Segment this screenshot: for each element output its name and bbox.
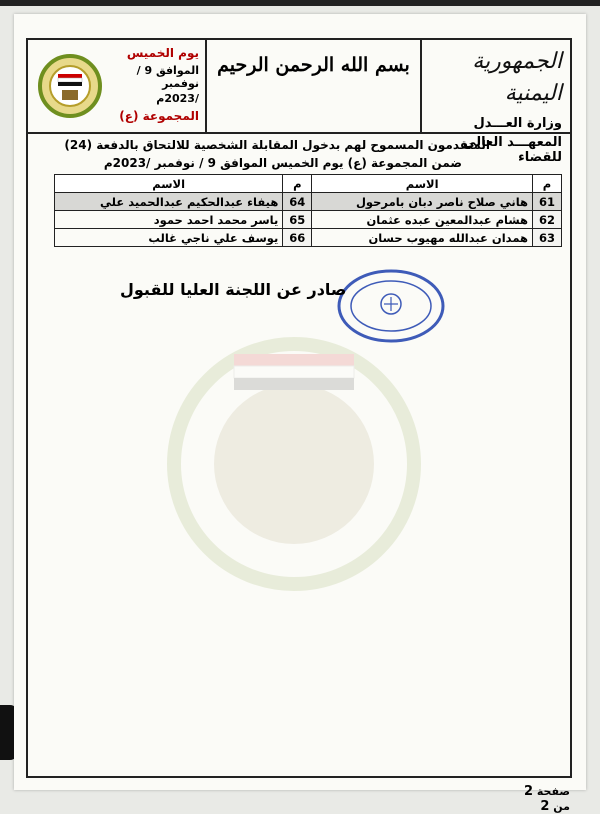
page-footer — [512, 784, 570, 814]
letterhead-right — [420, 40, 570, 165]
page-number: 2 — [523, 784, 533, 799]
col-num-left: م — [283, 175, 312, 193]
applicant-name: هاني صلاح ناصر دبان بامرحول — [312, 193, 533, 211]
row-number: 64 — [283, 193, 312, 211]
document-frame — [26, 38, 572, 814]
col-name-left: الاسم — [55, 175, 283, 193]
letterhead-left — [28, 40, 205, 132]
republic-title: الجمهورية اليمنية — [472, 49, 562, 106]
letterhead-middle — [205, 40, 420, 132]
group-label: المجموعة (ع) — [119, 109, 199, 123]
table-row — [55, 211, 562, 229]
announcement-title: المتقدمون المسموح لهم بدخول المقابلة الشخصية للالتحاق بالدفعة (24) — [64, 138, 490, 152]
official-stamp-icon — [336, 268, 446, 344]
row-number: 65 — [283, 211, 312, 229]
applicant-name: هيفاء عبدالحكيم عبدالحميد علي — [55, 193, 283, 211]
date-line-2: /2023م — [156, 92, 199, 105]
col-num-right: م — [533, 175, 562, 193]
applicants-table — [54, 174, 562, 247]
applicant-name: ياسر محمد احمد حمود — [55, 211, 283, 229]
page-of: من — [553, 800, 570, 813]
page-label: صفحة — [536, 785, 570, 798]
announcement-titles — [28, 138, 570, 170]
applicant-name: همدان عبدالله مهيوب حسان — [312, 229, 533, 247]
announcement-subtitle: ضمن المجموعة (ع) يوم الخميس الموافق 9 / نوفمبر /2023م — [103, 156, 462, 170]
applicant-name: يوسف علي ناجي غالب — [55, 229, 283, 247]
table-header-row — [55, 175, 562, 193]
row-number: 63 — [533, 229, 562, 247]
ministry-title: وزارة العـــدل — [473, 116, 562, 131]
institute-emblem-icon — [38, 54, 102, 118]
document-page — [14, 14, 586, 814]
table-row — [55, 229, 562, 247]
date-line-1: الموافق 9 / نوفمبر — [136, 64, 199, 90]
row-number: 62 — [533, 211, 562, 229]
basmala: بسم الله الرحمن الرحيم — [217, 54, 410, 76]
top-dark-bar — [0, 0, 600, 6]
applicant-name: هشام عبدالمعين عبده عثمان — [312, 211, 533, 229]
row-number: 66 — [283, 229, 312, 247]
col-name-right: الاسم — [312, 175, 533, 193]
page-total: 2 — [540, 799, 550, 814]
table-row — [55, 193, 562, 211]
date-box — [99, 46, 199, 123]
issuing-committee: صادر عن اللجنة العليا للقبول — [120, 280, 347, 299]
row-number: 61 — [533, 193, 562, 211]
day-label: يوم الخميس — [126, 46, 199, 60]
institute-title: المعهـــد العالي للقضاء — [463, 135, 562, 165]
